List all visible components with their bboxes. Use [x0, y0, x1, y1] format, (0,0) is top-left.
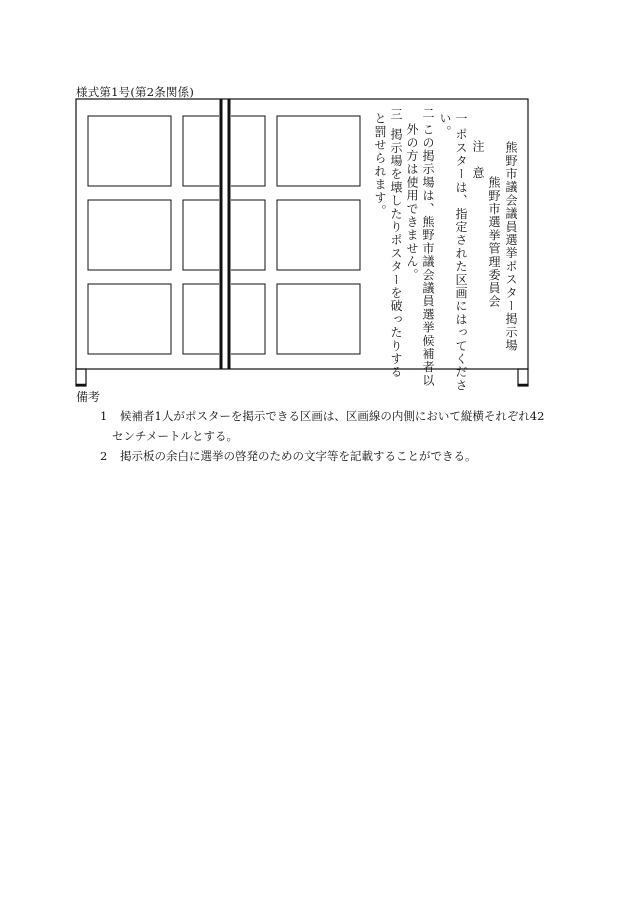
note-2-line2: 外の方は使用できません。: [405, 123, 419, 282]
poster-board-diagram: [0, 0, 630, 400]
note-3-line1: 掲示場を壊したりポスターを破ったりする: [389, 128, 403, 379]
remarks-title: 備考: [76, 390, 101, 404]
board-leg-right: [518, 369, 528, 386]
poster-section: [183, 116, 219, 186]
poster-section: [277, 284, 360, 354]
note-1-line2: い。: [438, 112, 452, 139]
remark-text: 候補者1人がポスターを掲示できる区画は、区画線の内側において縦横それぞれ42: [120, 409, 545, 423]
poster-section: [88, 116, 171, 186]
remark-text-continued: センチメートルとする。: [112, 429, 239, 443]
notice-heading: 注 意: [471, 140, 485, 180]
poster-section: [88, 284, 171, 354]
remark-number: 1: [100, 409, 108, 423]
note-3-line2: と罰せられます。: [373, 112, 387, 218]
remark-number: 2: [100, 449, 108, 463]
board-authority: 熊野市選挙管理委員会: [487, 176, 501, 308]
poster-section: [183, 284, 219, 354]
form-label: 様式第1号(第2条関係): [76, 85, 195, 99]
poster-section: [183, 200, 219, 270]
note-3-number: 三: [389, 108, 403, 122]
note-1-number: 一: [454, 112, 468, 126]
poster-section: [88, 200, 171, 270]
note-2-line1: この掲示場は、熊野市議会議員選挙候補者以: [421, 123, 435, 387]
note-2-number: 二: [421, 107, 435, 121]
poster-section: [277, 200, 360, 270]
poster-section: [277, 116, 360, 186]
note-1-line1: ポスターは、指定された区画にはってくださ: [454, 128, 468, 392]
board-title: 熊野市議会議員選挙ポスター掲示場: [504, 141, 518, 353]
remark-text: 掲示板の余白に選挙の啓発のための文字等を記載することができる。: [120, 449, 477, 463]
board-leg-left: [76, 369, 86, 386]
